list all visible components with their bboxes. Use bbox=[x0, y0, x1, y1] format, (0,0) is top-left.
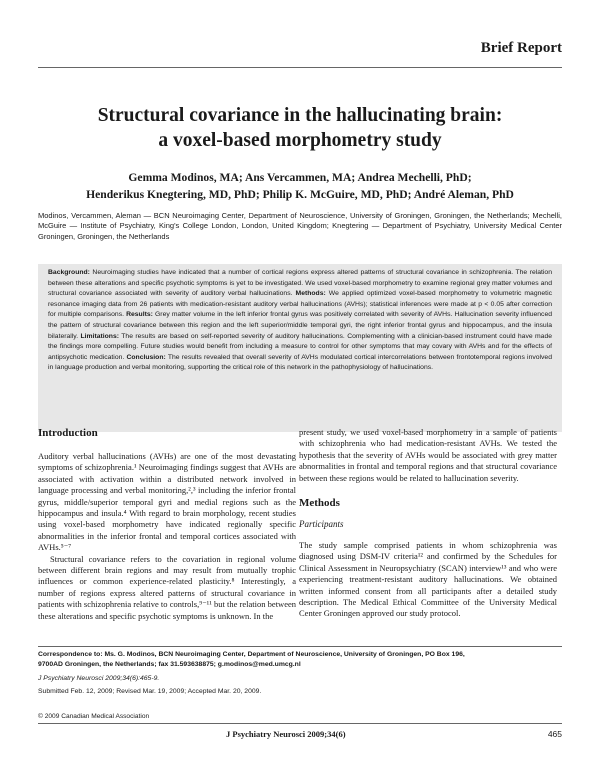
abstract-background-label: Background: bbox=[48, 269, 90, 276]
authors-line-1: Gemma Modinos, MA; Ans Vercammen, MA; Andrea Mechelli, PhD; bbox=[128, 171, 472, 184]
introduction-continued-paragraph: present study, we used voxel-based morphometry in a sample of patients with schizophrenia who had medication-resistant AVHs. We tested the hypothesis that the severity of AVHs would be associated with grey matter abnormalities in frontal and temporal regions and that structural covariance between these regions would be related to hallucination severity. bbox=[299, 427, 557, 483]
citation: J Psychiatry Neurosci 2009;34(6):465-9. bbox=[38, 675, 160, 682]
author-list bbox=[30, 169, 570, 203]
abstract-text bbox=[48, 268, 552, 374]
introduction-heading: Introduction bbox=[38, 427, 98, 439]
abstract-limitations-label: Limitations: bbox=[80, 332, 119, 340]
correspondence-line-1: Correspondence to: Ms. G. Modinos, BCN Neuroimaging Center, Department of Neuroscience, University of Groningen, PO Box 196, bbox=[38, 651, 465, 658]
right-column bbox=[299, 427, 557, 620]
page-number: 465 bbox=[547, 729, 562, 739]
footer-divider bbox=[38, 723, 562, 724]
abstract-results-label: Results: bbox=[126, 311, 153, 319]
abstract-results: Grey matter volume in the left inferior frontal gyrus was positively correlated with severity of AVHs. Hallucination severity influenced the pattern of structural covariance between this region and the left superior/middle temporal gyri, the right inferior frontal gyrus and hippocampus, and the insula bilaterally. bbox=[48, 311, 552, 340]
left-column bbox=[38, 427, 296, 622]
abstract-methods-label: Methods: bbox=[295, 290, 326, 298]
title-line-1: Structural covariance in the hallucinating brain: bbox=[97, 105, 503, 126]
title-line-2: a voxel-based morphometry study bbox=[158, 130, 442, 151]
correspondence-block bbox=[38, 650, 562, 697]
copyright-notice: © 2009 Canadian Medical Association bbox=[38, 713, 150, 720]
affiliations: Modinos, Vercammen, Aleman — BCN Neuroimaging Center, Department of Neuroscience, University of Groningen, Groningen, the Netherlands; Mechelli, McGuire — Institute of Psychiatry, King's College London, London, United Kingdom; Knegtering — Department of Psychiatry, University Medical Center Groningen, Groningen, the Netherlands bbox=[38, 211, 562, 241]
abstract-limitations: The results are based on self-reported severity of auditory hallucinations. Complementing with a clinician-based instrument could have made the findings more compelling. Future studies would benefit from including a measure to control for other symptoms that may covary with AVHs and for the effects of antipsychotic medication. bbox=[48, 332, 553, 361]
correspondence-divider bbox=[38, 646, 562, 647]
abstract-conclusion: The results revealed that overall severity of AVHs modulated cortical intercorrelations between frontotemporal regions involved in language production and verbal monitoring, supporting the critical role of this network in the pathophysiology of hallucinations. bbox=[48, 353, 552, 372]
methods-heading: Methods bbox=[299, 497, 340, 510]
correspondence-line-2: 9700AD Groningen, the Netherlands; fax 31.593638875; g.modinos@med.umcg.nl bbox=[38, 661, 301, 668]
abstract-conclusion-label: Conclusion: bbox=[126, 353, 166, 361]
introduction-paragraph-2: Structural covariance refers to the covariation in regional volume between different brain regions and may result from mutually trophic influences or common experience-related plasticity.⁸ Interestingly, a number of regions express altered patterns of structural covariance in patients with schizophrenia relative to controls,⁹⁻¹¹ but the relation between these alterations and specific psychotic symptoms is unknown. In the bbox=[38, 553, 296, 621]
authors-line-2: Henderikus Knegtering, MD, PhD; Philip K. McGuire, MD, PhD; André Aleman, PhD bbox=[86, 188, 514, 201]
introduction-paragraph-1: Auditory verbal hallucinations (AVHs) are one of the most devastating symptoms of schizophrenia.¹ Neuroimaging findings suggest that AVHs are associated with activation within a distributed network involved in language processing and verbal monitoring,²,³ including the inferior frontal gyrus, middle/superior temporal gyri and medial regions such as the hippocampus and insula.⁴ With regard to brain morphology, recent studies using voxel-based morphometry have indicated regionally specific abnormalities in the inferior frontal and temporal cortices associated with AVHs.⁵⁻⁷ bbox=[38, 451, 296, 553]
journal-footer: J Psychiatry Neurosci 2009;34(6) bbox=[226, 729, 346, 739]
section-label: Brief Report bbox=[480, 40, 562, 56]
abstract-background: Neuroimaging studies have indicated that a number of cortical regions express altered patterns of structural covariance in schizophrenia. The relation between these alterations and specific psychotic symptoms is yet to be investigated. We used voxel-based morphometry to examine regional grey matter volumes and structural covariance associated with severity of auditory verbal hallucinations. bbox=[48, 269, 552, 298]
participants-heading: Participants bbox=[299, 519, 344, 530]
article-title bbox=[30, 103, 570, 153]
participants-paragraph: The study sample comprised patients in whom schizophrenia was diagnosed using DSM-IV criteria¹² and confirmed by the Schedules for Clinical Assessment in Neuropsychiatry (SCAN) interview¹³ and who were experiencing treatment-resistant auditory hallucinations. We obtained written informed consent from all participants after a detailed study description. The Medical Ethical Committee of the University Medical Center Groningen approved our study protocol. bbox=[299, 540, 557, 619]
abstract-methods: We applied optimized voxel-based morphometry to volumetric magnetic resonance imaging data from 26 patients with medication-resistant auditory verbal hallucinations (AVHs); statistical inferences were made at p < 0.05 after correction for multiple comparisons. bbox=[48, 290, 552, 319]
header-divider bbox=[38, 67, 562, 68]
submission-dates: Submitted Feb. 12, 2009; Revised Mar. 19, 2009; Accepted Mar. 20, 2009. bbox=[38, 688, 262, 695]
